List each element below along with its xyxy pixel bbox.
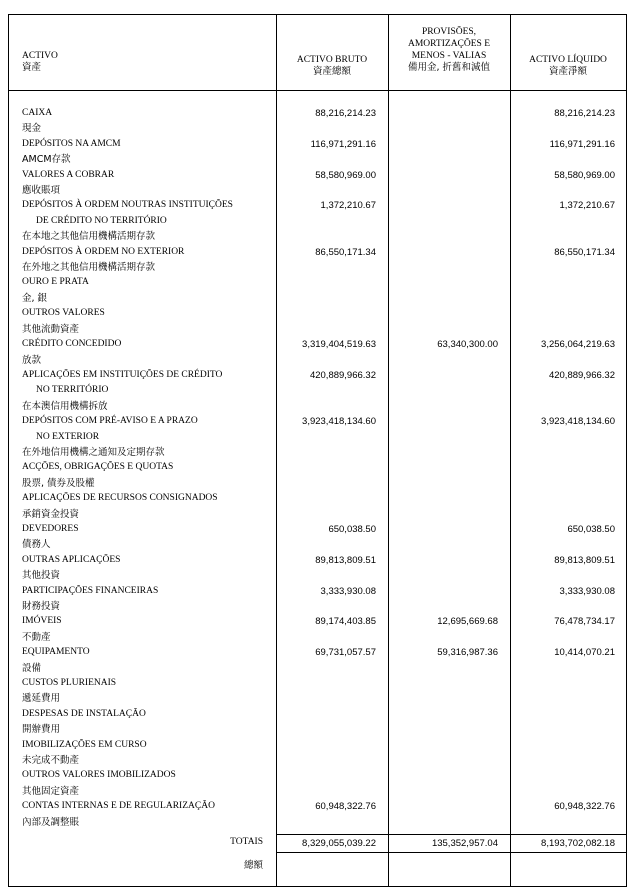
row-label-zh: 在外地信用機構之通知及定期存款 (22, 446, 165, 458)
table-row (0, 275, 635, 306)
table-row (0, 676, 635, 707)
row-label-pt-cont: NO TERRITÓRIO (36, 385, 109, 396)
row-value-liquido: 116,971,291.16 (549, 138, 615, 150)
row-label (22, 275, 272, 306)
row-value-provisoes: 59,316,987.36 (437, 647, 498, 659)
row-label-pt-cont: NO EXTERIOR (36, 431, 100, 442)
row-label (22, 337, 272, 368)
totals-label: TOTAIS (230, 837, 263, 847)
row-label-pt: DEPÓSITOS COM PRÉ-AVISO E A PRAZO (22, 416, 198, 427)
table-row (0, 368, 635, 414)
row-value-bruto: 3,923,418,134.60 (302, 416, 376, 428)
row-value-liquido: 58,580,969.00 (554, 169, 615, 181)
row-label-pt: DEPÓSITOS À ORDEM NO EXTERIOR (22, 246, 185, 257)
row-value-bruto: 3,333,930.08 (320, 585, 376, 597)
row-label-pt: DESPESAS DE INSTALAÇÃO (22, 708, 146, 719)
row-value-liquido: 3,256,064,219.63 (541, 339, 615, 351)
row-value-liquido: 3,333,930.08 (559, 585, 615, 597)
row-value-bruto: 58,580,969.00 (315, 169, 376, 181)
row-label-zh: 內部及調整賬 (22, 816, 80, 828)
row-label-zh: 未完成不動產 (22, 755, 80, 767)
table-row (0, 414, 635, 460)
row-value-liquido: 89,813,809.51 (554, 554, 615, 566)
totals-row (0, 836, 635, 852)
row-label (22, 799, 272, 830)
row-value-liquido: 60,948,322.76 (554, 801, 615, 813)
row-value-bruto: 86,550,171.34 (315, 246, 376, 258)
row-label-zh: 遞延費用 (22, 693, 61, 705)
table-row (0, 245, 635, 276)
table-row (0, 614, 635, 645)
asset-rows (0, 106, 635, 830)
row-value-bruto: 60,948,322.76 (315, 801, 376, 813)
row-label-pt: PARTICIPAÇÕES FINANCEIRAS (22, 585, 159, 596)
row-label-zh: 股票, 債券及股權 (22, 477, 95, 489)
row-value-bruto: 420,889,966.32 (309, 369, 376, 381)
totals-liquido: 8,193,702,082.18 (541, 838, 615, 849)
table-row (0, 137, 635, 168)
row-label-zh: 設備 (22, 662, 42, 674)
table-row (0, 491, 635, 522)
row-label-pt: DEPÓSITOS À ORDEM NOUTRAS INSTITUIÇÕES (22, 200, 233, 211)
row-value-liquido: 1,372,210.67 (559, 200, 615, 212)
row-label-pt: CRÉDITO CONCEDIDO (22, 339, 122, 350)
row-label-pt: CONTAS INTERNAS E DE REGULARIZAÇÃO (22, 801, 215, 812)
row-value-provisoes: 12,695,669.68 (437, 616, 498, 628)
table-row (0, 799, 635, 830)
row-value-liquido: 76,478,734.17 (554, 616, 615, 628)
row-label-pt: DEVEDORES (22, 523, 79, 534)
row-label (22, 368, 272, 414)
row-label-pt: OUTRAS APLICAÇÕES (22, 554, 121, 565)
row-label (22, 676, 272, 707)
row-value-liquido: 650,038.50 (567, 523, 615, 535)
row-label-zh: 承銷資金投資 (22, 508, 80, 520)
row-label-pt: CUSTOS PLURIENAIS (22, 678, 117, 689)
table-row (0, 768, 635, 799)
row-value-bruto: 1,372,210.67 (320, 200, 376, 212)
table-row (0, 168, 635, 199)
row-label-zh: AMCM存款 (22, 154, 71, 166)
row-label-zh: 金, 銀 (22, 292, 48, 304)
table-row (0, 584, 635, 615)
row-label-zh: 應收賬項 (22, 185, 61, 197)
row-label (22, 168, 272, 199)
table-row (0, 306, 635, 337)
row-value-liquido: 3,923,418,134.60 (541, 416, 615, 428)
row-label-pt: OURO E PRATA (22, 277, 89, 288)
row-value-liquido: 88,216,214.23 (554, 108, 615, 119)
row-label (22, 491, 272, 522)
table-row (0, 106, 635, 137)
row-label-zh: 財務投資 (22, 601, 61, 612)
row-value-bruto: 650,038.50 (328, 523, 376, 535)
row-value-bruto: 69,731,057.57 (315, 647, 376, 659)
row-label-zh: 債務人 (22, 539, 51, 551)
row-label (22, 614, 272, 645)
table-row (0, 707, 635, 738)
row-label (22, 460, 272, 491)
header-activo-bruto: ACTIVO BRUTO 資產總額 (296, 55, 368, 77)
row-label (22, 137, 272, 168)
row-label-zh: 其他流動資產 (22, 323, 80, 335)
row-value-bruto: 88,216,214.23 (315, 108, 376, 119)
row-value-bruto: 116,971,291.16 (310, 138, 376, 150)
row-label-pt: CAIXA (22, 108, 53, 118)
row-label-zh: 其他固定資產 (22, 785, 80, 797)
row-label (22, 106, 272, 137)
row-label (22, 414, 272, 460)
row-label-pt: IMÓVEIS (22, 616, 62, 627)
row-label (22, 306, 272, 337)
row-label-pt-cont: DE CRÉDITO NO TERRITÓRIO (36, 215, 167, 226)
row-label (22, 768, 272, 799)
row-label-pt: EQUIPAMENTO (22, 647, 90, 658)
totals-bottom-border (276, 852, 627, 853)
row-label (22, 522, 272, 553)
row-value-liquido: 10,414,070.21 (554, 647, 615, 659)
totals-label-zh: 總額 (243, 860, 263, 871)
table-top-border (8, 14, 627, 15)
row-label-pt: ACÇÕES, OBRIGAÇÕES E QUOTAS (22, 462, 174, 473)
header-activo: ACTIVO 資產 (22, 51, 58, 73)
totals-top-border (276, 834, 627, 835)
row-label-zh: 在本地之其他信用機構活期存款 (22, 231, 156, 243)
row-value-bruto: 3,319,404,519.63 (302, 339, 376, 351)
totals-provisoes: 135,352,957.04 (431, 838, 498, 849)
row-value-bruto: 89,174,403.85 (315, 616, 376, 628)
table-row (0, 645, 635, 676)
row-value-bruto: 89,813,809.51 (315, 554, 376, 566)
row-label-zh: 開辦費用 (22, 724, 61, 736)
totals-bruto: 8,329,055,039.22 (302, 838, 376, 849)
row-label (22, 553, 272, 584)
table-row (0, 553, 635, 584)
row-label (22, 645, 272, 676)
table-row (0, 198, 635, 244)
header-provisoes: PROVISÕES, AMORTIZAÇÕES E MENOS - VALIAS 備用金, 折舊和減值 (407, 27, 491, 73)
row-label (22, 245, 272, 276)
row-value-provisoes: 63,340,300.00 (437, 339, 498, 351)
header-bottom-border (8, 90, 627, 91)
row-label (22, 198, 272, 244)
row-label-pt: IMOBILIZAÇÕES EM CURSO (22, 739, 147, 750)
row-label-zh: 在本澳信用機構拆放 (22, 400, 108, 412)
row-value-liquido: 86,550,171.34 (554, 246, 615, 258)
row-label-pt: OUTROS VALORES IMOBILIZADOS (22, 770, 176, 781)
row-label-pt: VALORES A COBRAR (22, 169, 115, 180)
row-label-zh: 放款 (22, 354, 42, 366)
row-label-zh: 現金 (22, 123, 42, 135)
row-label-zh: 其他投資 (22, 570, 61, 582)
table-row (0, 738, 635, 769)
row-label (22, 584, 272, 615)
row-value-liquido: 420,889,966.32 (548, 369, 615, 381)
row-label (22, 707, 272, 738)
row-label-zh: 不動產 (22, 631, 51, 643)
table-bottom-border (8, 886, 627, 887)
table-row (0, 337, 635, 368)
table-row (0, 522, 635, 553)
row-label-pt: OUTROS VALORES (22, 308, 105, 319)
table-row (0, 460, 635, 491)
row-label (22, 738, 272, 769)
row-label-pt: DEPÓSITOS NA AMCM (22, 138, 121, 149)
row-label-pt: APLICAÇÕES EM INSTITUIÇÕES DE CRÉDITO (22, 369, 223, 380)
header-activo-liquido: ACTIVO LÍQUIDO 資產淨額 (529, 55, 607, 77)
row-label-pt: APLICAÇÕES DE RECURSOS CONSIGNADOS (22, 493, 218, 504)
row-label-zh: 在外地之其他信用機構活期存款 (22, 262, 156, 274)
